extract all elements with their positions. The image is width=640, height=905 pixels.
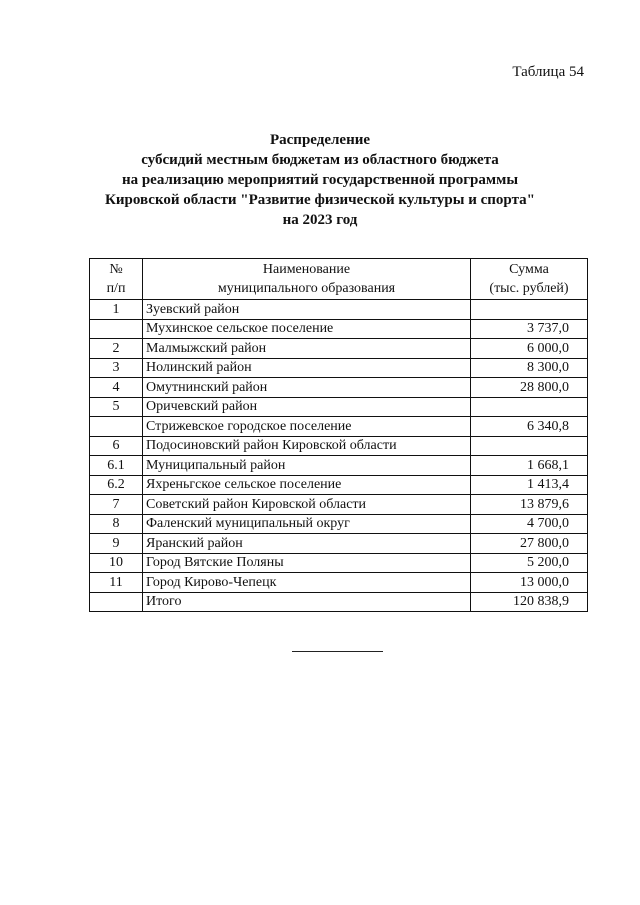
row-sum: 1 668,1 [471, 456, 588, 476]
row-sum [471, 436, 588, 456]
table-row [90, 397, 588, 417]
table-row [90, 534, 588, 554]
table-row [90, 573, 588, 593]
row-sum: 8 300,0 [471, 358, 588, 378]
row-municipality: Советский район Кировской области [143, 495, 471, 515]
header-number-line1: № [109, 262, 123, 277]
row-number: 3 [90, 358, 143, 378]
row-number: 9 [90, 534, 143, 554]
document-title [0, 130, 640, 230]
title-line: Распределение [269, 132, 371, 148]
total-sum: 120 838,9 [471, 592, 588, 612]
title-line: на 2023 год [282, 212, 358, 228]
row-sum: 13 000,0 [471, 573, 588, 593]
header-sum-line1: Сумма [509, 262, 549, 277]
row-number: 1 [90, 300, 143, 320]
table-row [90, 456, 588, 476]
subsidy-table [89, 258, 588, 612]
table-header-row [90, 259, 588, 300]
table-row [90, 495, 588, 515]
header-municipality-line2: муниципального образования [217, 281, 396, 296]
row-sum: 3 737,0 [471, 319, 588, 339]
total-label: Итого [143, 592, 471, 612]
table-row [90, 475, 588, 495]
row-municipality: Яхреньгское сельское поселение [143, 475, 471, 495]
table-row [90, 553, 588, 573]
row-municipality: Оричевский район [143, 397, 471, 417]
row-municipality: Стрижевское городское поселение [143, 417, 471, 437]
subsidy-table-container [89, 258, 587, 612]
footer-divider [292, 651, 383, 652]
row-municipality: Омутнинский район [143, 378, 471, 398]
row-number: 4 [90, 378, 143, 398]
header-number [90, 259, 143, 300]
row-number: 6 [90, 436, 143, 456]
table-row [90, 436, 588, 456]
total-number-cell [90, 592, 143, 612]
row-number: 2 [90, 339, 143, 359]
row-municipality: Малмыжский район [143, 339, 471, 359]
header-sum [471, 259, 588, 300]
title-line: Кировской области "Развитие физической культуры и спорта" [105, 192, 535, 208]
header-municipality-line1: Наименование [262, 262, 351, 277]
row-municipality: Город Кирово-Чепецк [143, 573, 471, 593]
table-row [90, 417, 588, 437]
row-number: 8 [90, 514, 143, 534]
title-line: на реализацию мероприятий государственной программы [121, 172, 519, 188]
row-sum: 13 879,6 [471, 495, 588, 515]
table-number: Таблица 54 [512, 64, 584, 80]
row-number [90, 319, 143, 339]
row-sum: 1 413,4 [471, 475, 588, 495]
row-municipality: Мухинское сельское поселение [143, 319, 471, 339]
header-municipality [143, 259, 471, 300]
row-municipality: Зуевский район [143, 300, 471, 320]
table-row [90, 339, 588, 359]
row-number [90, 417, 143, 437]
row-sum: 4 700,0 [471, 514, 588, 534]
row-sum: 5 200,0 [471, 553, 588, 573]
table-row [90, 300, 588, 320]
row-municipality: Яранский район [143, 534, 471, 554]
row-number: 11 [90, 573, 143, 593]
table-row [90, 378, 588, 398]
row-municipality: Город Вятские Поляны [143, 553, 471, 573]
row-sum: 28 800,0 [471, 378, 588, 398]
row-sum: 6 340,8 [471, 417, 588, 437]
row-sum [471, 300, 588, 320]
row-sum [471, 397, 588, 417]
row-number: 6.1 [90, 456, 143, 476]
row-municipality: Подосиновский район Кировской области [143, 436, 471, 456]
row-sum: 6 000,0 [471, 339, 588, 359]
row-sum: 27 800,0 [471, 534, 588, 554]
table-row [90, 319, 588, 339]
row-number: 10 [90, 553, 143, 573]
header-number-line2: п/п [106, 281, 126, 296]
header-sum-line2: (тыс. рублей) [489, 281, 569, 296]
table-row [90, 514, 588, 534]
row-municipality: Нолинский район [143, 358, 471, 378]
table-row [90, 358, 588, 378]
table-total-row [90, 592, 588, 612]
title-line: субсидий местным бюджетам из областного бюджета [141, 152, 499, 168]
row-number: 5 [90, 397, 143, 417]
row-municipality: Муниципальный район [143, 456, 471, 476]
row-number: 7 [90, 495, 143, 515]
row-number: 6.2 [90, 475, 143, 495]
row-municipality: Фаленский муниципальный округ [143, 514, 471, 534]
